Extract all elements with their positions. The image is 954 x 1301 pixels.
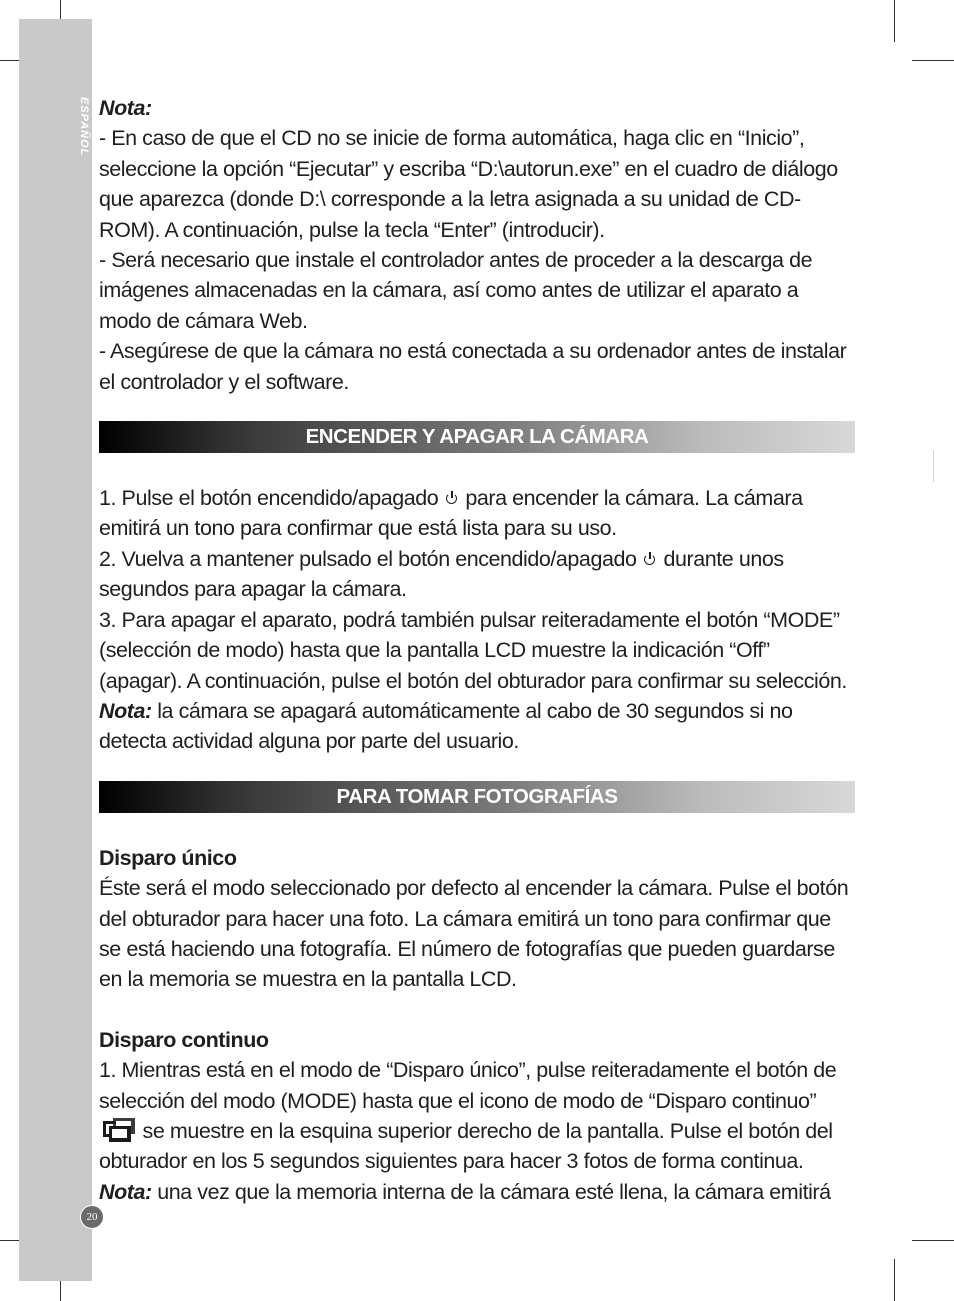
step-text: 1. Pulse el botón encendido/apagado [99,486,439,511]
section-header-photos: PARA TOMAR FOTOGRAFÍAS [99,781,855,813]
side-bar [19,19,92,1281]
step-text: para encender la cámara. La cámara emitirá un tono para confirmar que está lista para su uso. [99,486,803,541]
note-text: la cámara se apagará automáticamente al cabo de 30 segundos si no detecta actividad alguna por parte del usuario. [99,698,793,754]
crop-mark [912,1240,954,1241]
note-label: Nota: [99,698,152,723]
page-content [99,93,855,1207]
continuous-shot-text [99,1055,855,1177]
continuous-note [99,1177,855,1207]
crop-mark [894,1259,895,1301]
note-label: Nota: [99,96,152,120]
step-text: durante unos segundos para apagar la cámara. [99,546,784,602]
crop-mark [912,60,954,61]
language-label: ESPAÑOL [78,97,90,157]
step-text: 2. Vuelva a mantener pulsado el botón encendido/apagado [99,546,637,571]
single-shot-heading: Disparo único [99,845,237,870]
section-header-power: ENCENDER Y APAGAR LA CÁMARA [99,421,855,453]
registration-mark [933,450,934,482]
power-step-1 [99,483,855,544]
power-icon [446,492,458,504]
power-step-2 [99,544,855,605]
power-note [99,696,855,757]
single-shot-text: Éste será el modo seleccionado por defecto al encender la cámara. Pulse el botón del obturador para hacer una foto. La cámara emitirá un tono para confirmar que se está haciendo una fotografía. El número de fotografías que pueden guardarse en la memoria se muestra en la pantalla LCD. [99,876,849,992]
note-label: Nota: [99,1179,152,1204]
power-icon [644,553,656,565]
crop-mark [894,0,895,42]
intro-note-line: - Será necesario que instale el controlador antes de proceder a la descarga de imágenes almacenadas en la cámara, así como antes de utilizar el aparato a modo de cámara Web. [99,248,813,333]
intro-note-line: - En caso de que el CD no se inicie de forma automática, haga clic en “Inicio”, seleccione la opción “Ejecutar” y escriba “D:\autorun.exe” en el cuadro de diálogo que aparezca (donde D:\ corresponde a la letra asignada a su unidad de CD-ROM). A continuación, pulse la tecla “Enter” (introducir). [99,126,838,242]
step-text: se muestre en la esquina superior derecho de la pantalla. Pulse el botón del obturador en los 5 segundos siguientes para hacer 3 fotos de forma continua. [99,1118,833,1174]
power-step-3: 3. Para apagar el aparato, podrá también pulsar reiteradamente el botón “MODE” (selección de modo) hasta que la pantalla LCD muestre la indicación “Off” (apagar). A continuación, pulse el botón del obturador para confirmar su selección. [99,607,847,693]
intro-note-heading [99,93,855,123]
step-text: 1. Mientras está en el modo de “Disparo único”, pulse reiteradamente el botón de selección del modo (MODE) hasta que el icono de modo de “Disparo continuo” [99,1058,837,1113]
burst-mode-icon [103,1118,137,1142]
intro-note-line: - Asegúrese de que la cámara no está conectada a su ordenador antes de instalar el controlador y el software. [99,339,847,394]
continuous-shot-heading: Disparo continuo [99,1027,269,1052]
page-number: 20 [80,1205,104,1229]
note-text: una vez que la memoria interna de la cámara esté llena, la cámara emitirá [157,1179,831,1204]
spacer [99,995,855,1025]
